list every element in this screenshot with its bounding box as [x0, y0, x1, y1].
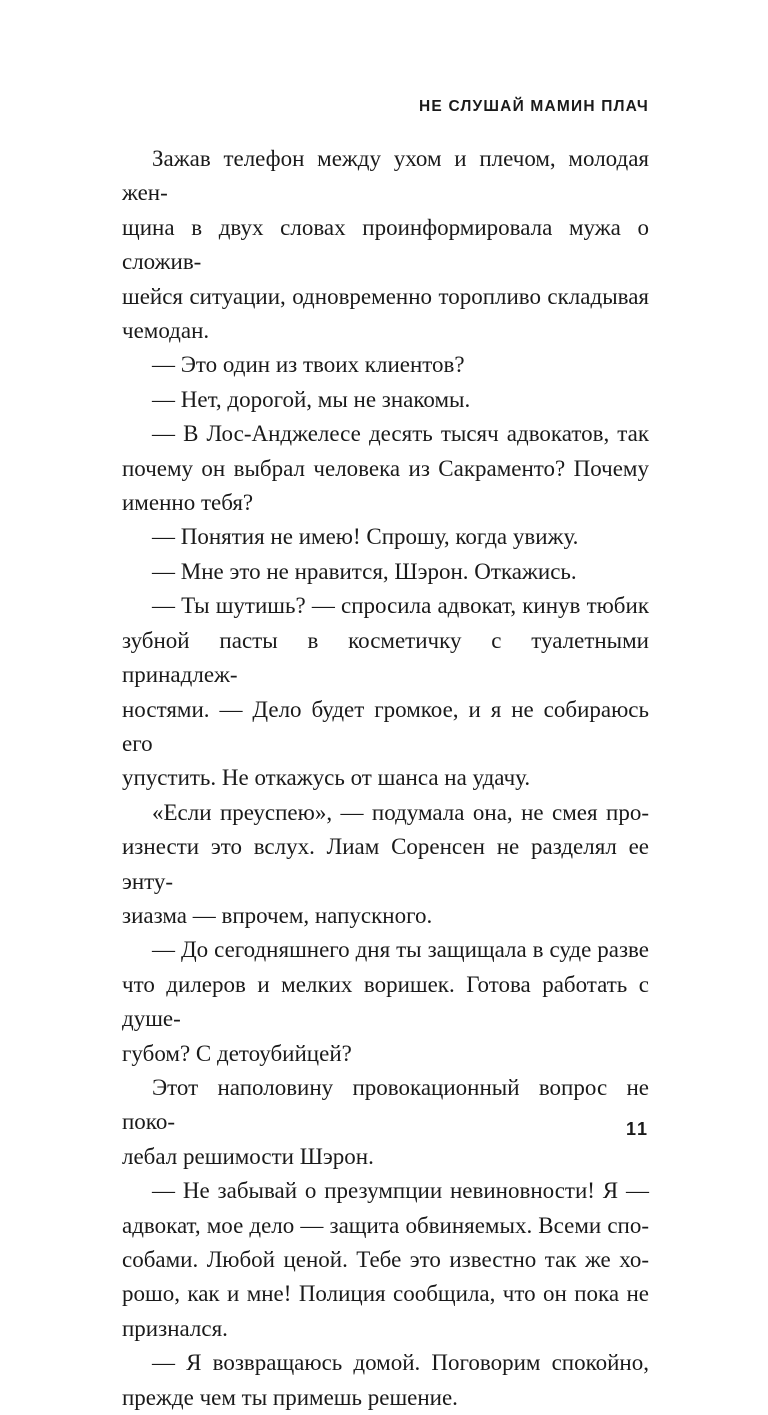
- paragraph: [122, 348, 649, 382]
- text-line: — Мне это не нравится, Шэрон. Откажись.: [152, 558, 577, 584]
- paragraph: [122, 1174, 649, 1346]
- text-line: прежде чем ты примешь решение.: [122, 1384, 458, 1410]
- paragraph: [122, 383, 649, 417]
- text-line: чемодан.: [122, 318, 210, 344]
- paragraph: [122, 417, 649, 520]
- text-line: зубной пасты в косметичку с туалетными принадлеж-: [122, 627, 649, 688]
- text-line: собами. Любой ценой. Тебе это известно так же хо-: [122, 1247, 649, 1272]
- text-line: шейся ситуации, одновременно торопливо складывая: [122, 283, 649, 309]
- text-line: почему он выбрал человека из Сакраменто? Почему: [122, 455, 649, 481]
- text-line: Зажав телефон между ухом и плечом, молодая жен-: [122, 146, 649, 206]
- text-line: именно тебя?: [122, 490, 254, 516]
- text-line: — До сегодняшнего дня ты защищала в суде разве: [152, 937, 649, 963]
- text-line: — Нет, дорогой, мы не знакомы.: [152, 386, 471, 412]
- text-line: — В Лос-Анджелесе десять тысяч адвокатов, так: [152, 421, 649, 447]
- running-title: НЕ СЛУШАЙ МАМИН ПЛАЧ: [419, 98, 649, 115]
- text-line: что дилеров и мелких воришек. Готова работать с душе-: [122, 971, 649, 1032]
- text-line: «Если преуспею», — подумала она, не смея про-: [152, 799, 649, 825]
- text-line: — Ты шутишь? — спросила адвокат, кинув тюбик: [152, 593, 649, 619]
- paragraph: [122, 589, 649, 795]
- text-line: признался.: [122, 1315, 228, 1341]
- text-line: губом? С детоубийцей?: [122, 1040, 352, 1066]
- text-line: — Понятия не имею! Спрошу, когда увижу.: [152, 524, 579, 550]
- paragraph: [122, 796, 649, 934]
- text-line: зиазма — впрочем, напускного.: [122, 902, 433, 928]
- text-line: Этот наполовину провокационный вопрос не поко-: [122, 1074, 649, 1135]
- text-line: рошо, как и мне! Полиция сообщила, что он пока не: [122, 1281, 649, 1307]
- page-number: 11: [625, 1119, 649, 1139]
- paragraph: [122, 1346, 649, 1415]
- paragraph: [122, 933, 649, 1071]
- paragraph: [122, 142, 649, 348]
- text-line: изнести это вслух. Лиам Соренсен не разделял ее энту-: [122, 834, 649, 894]
- text-line: ностями. — Дело будет громкое, и я не собираюсь его: [122, 696, 649, 756]
- body-text: [122, 142, 649, 1415]
- text-line: упустить. Не откажусь от шанса на удачу.: [122, 765, 531, 791]
- paragraph: [122, 520, 649, 554]
- text-line: адвокат, мое дело — защита обвиняемых. Всеми спо-: [122, 1212, 649, 1238]
- text-line: — Не забывай о презумпции невиновности! Я —: [152, 1178, 649, 1204]
- text-line: лебал решимости Шэрон.: [122, 1143, 374, 1169]
- paragraph: [122, 555, 649, 589]
- text-line: щина в двух словах проинформировала мужа о сложив-: [122, 214, 649, 275]
- text-line: — Это один из твоих клиентов?: [152, 352, 465, 378]
- text-line: — Я возвращаюсь домой. Поговорим спокойно,: [152, 1350, 649, 1376]
